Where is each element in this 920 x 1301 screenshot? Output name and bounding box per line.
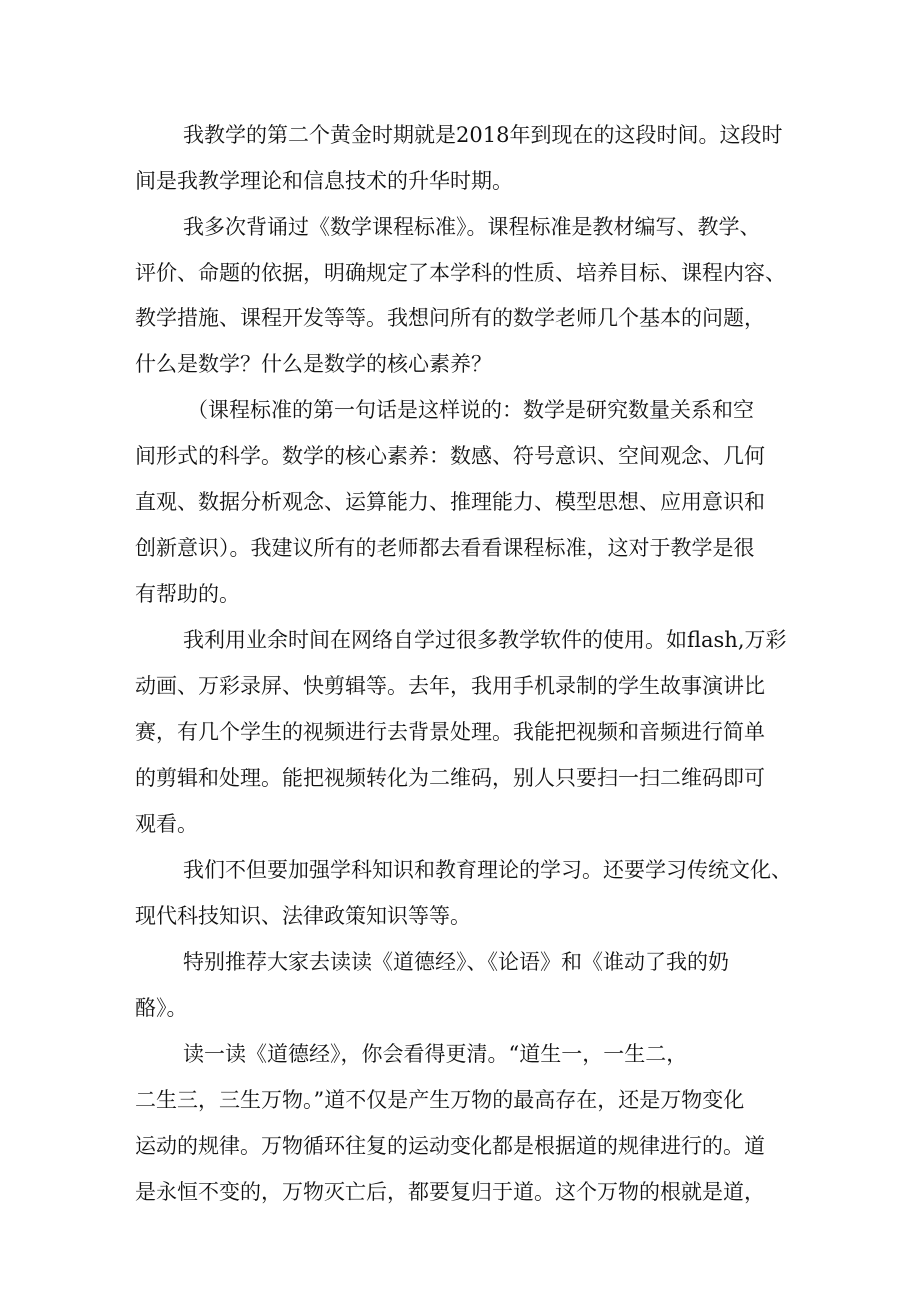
paragraph-4-line-3: 赛，有几个学生的视频进行去背景处理。我能把视频和音频进行简单: [135, 720, 765, 744]
paragraph-2-line-4: 什么是数学？什么是数学的核心素养？: [135, 352, 492, 376]
paragraph-3-line-1: （课程标准的第一句话是这样说的：数学是研究数量关系和空: [187, 398, 754, 422]
paragraph-3-line-5: 有帮助的。: [135, 582, 240, 606]
paragraph-1-line-2: 间是我教学理论和信息技术的升华时期。: [135, 169, 513, 193]
paragraph-6-line-2: 酪》。: [135, 996, 188, 1020]
paragraph-2-line-1: 我多次背诵过《数学课程标准》。课程标准是教材编写、教学、: [183, 215, 761, 239]
paragraph-1-line-1: 我教学的第二个黄金时期就是2018年到现在的这段时间。这段时: [183, 123, 783, 147]
paragraph-3-line-3: 直观、数据分析观念、运算能力、推理能力、模型思想、应用意识和: [135, 490, 765, 514]
paragraph-3-line-2: 间形式的科学。数学的核心素养：数感、符号意识、空间观念、几何: [135, 444, 765, 468]
paragraph-3-line-4: 创新意识）。我建议所有的老师都去看看课程标准，这对于教学是很: [135, 536, 755, 560]
paragraph-5-line-1: 我们不但要加强学科知识和教育理论的学习。还要学习传统文化、: [183, 858, 792, 882]
paragraph-7-line-4: 是永恒不变的，万物灭亡后，都要复归于道。这个万物的根就是道，: [135, 1180, 765, 1204]
paragraph-2-line-3: 教学措施、课程开发等等。我想问所有的数学老师几个基本的问题，: [135, 306, 765, 330]
paragraph-4-line-4: 的剪辑和处理。能把视频转化为二维码，别人只要扫一扫二维码即可: [135, 766, 765, 790]
paragraph-7-line-3: 运动的规律。万物循环往复的运动变化都是根据道的规律进行的。道: [135, 1134, 765, 1158]
paragraph-7-line-2: 二生三，三生万物。”道不仅是产生万物的最高存在，还是万物变化: [135, 1088, 745, 1112]
paragraph-4-line-1: 我利用业余时间在网络自学过很多教学软件的使用。如flash,万彩: [183, 628, 787, 652]
paragraph-2-line-2: 评价、命题的依据，明确规定了本学科的性质、培养目标、课程内容、: [135, 261, 786, 285]
paragraph-7-line-1: 读一读《道德经》，你会看得更清。“道生一，一生二，: [183, 1042, 688, 1066]
paragraph-5-line-2: 现代科技知识、法律政策知识等等。: [135, 904, 471, 928]
paragraph-6-line-1: 特别推荐大家去读读《道德经》、《论语》和《谁动了我的奶: [183, 950, 729, 974]
paragraph-4-line-5: 观看。: [135, 812, 198, 836]
paragraph-4-line-2: 动画、万彩录屏、快剪辑等。去年，我用手机录制的学生故事演讲比: [135, 674, 765, 698]
